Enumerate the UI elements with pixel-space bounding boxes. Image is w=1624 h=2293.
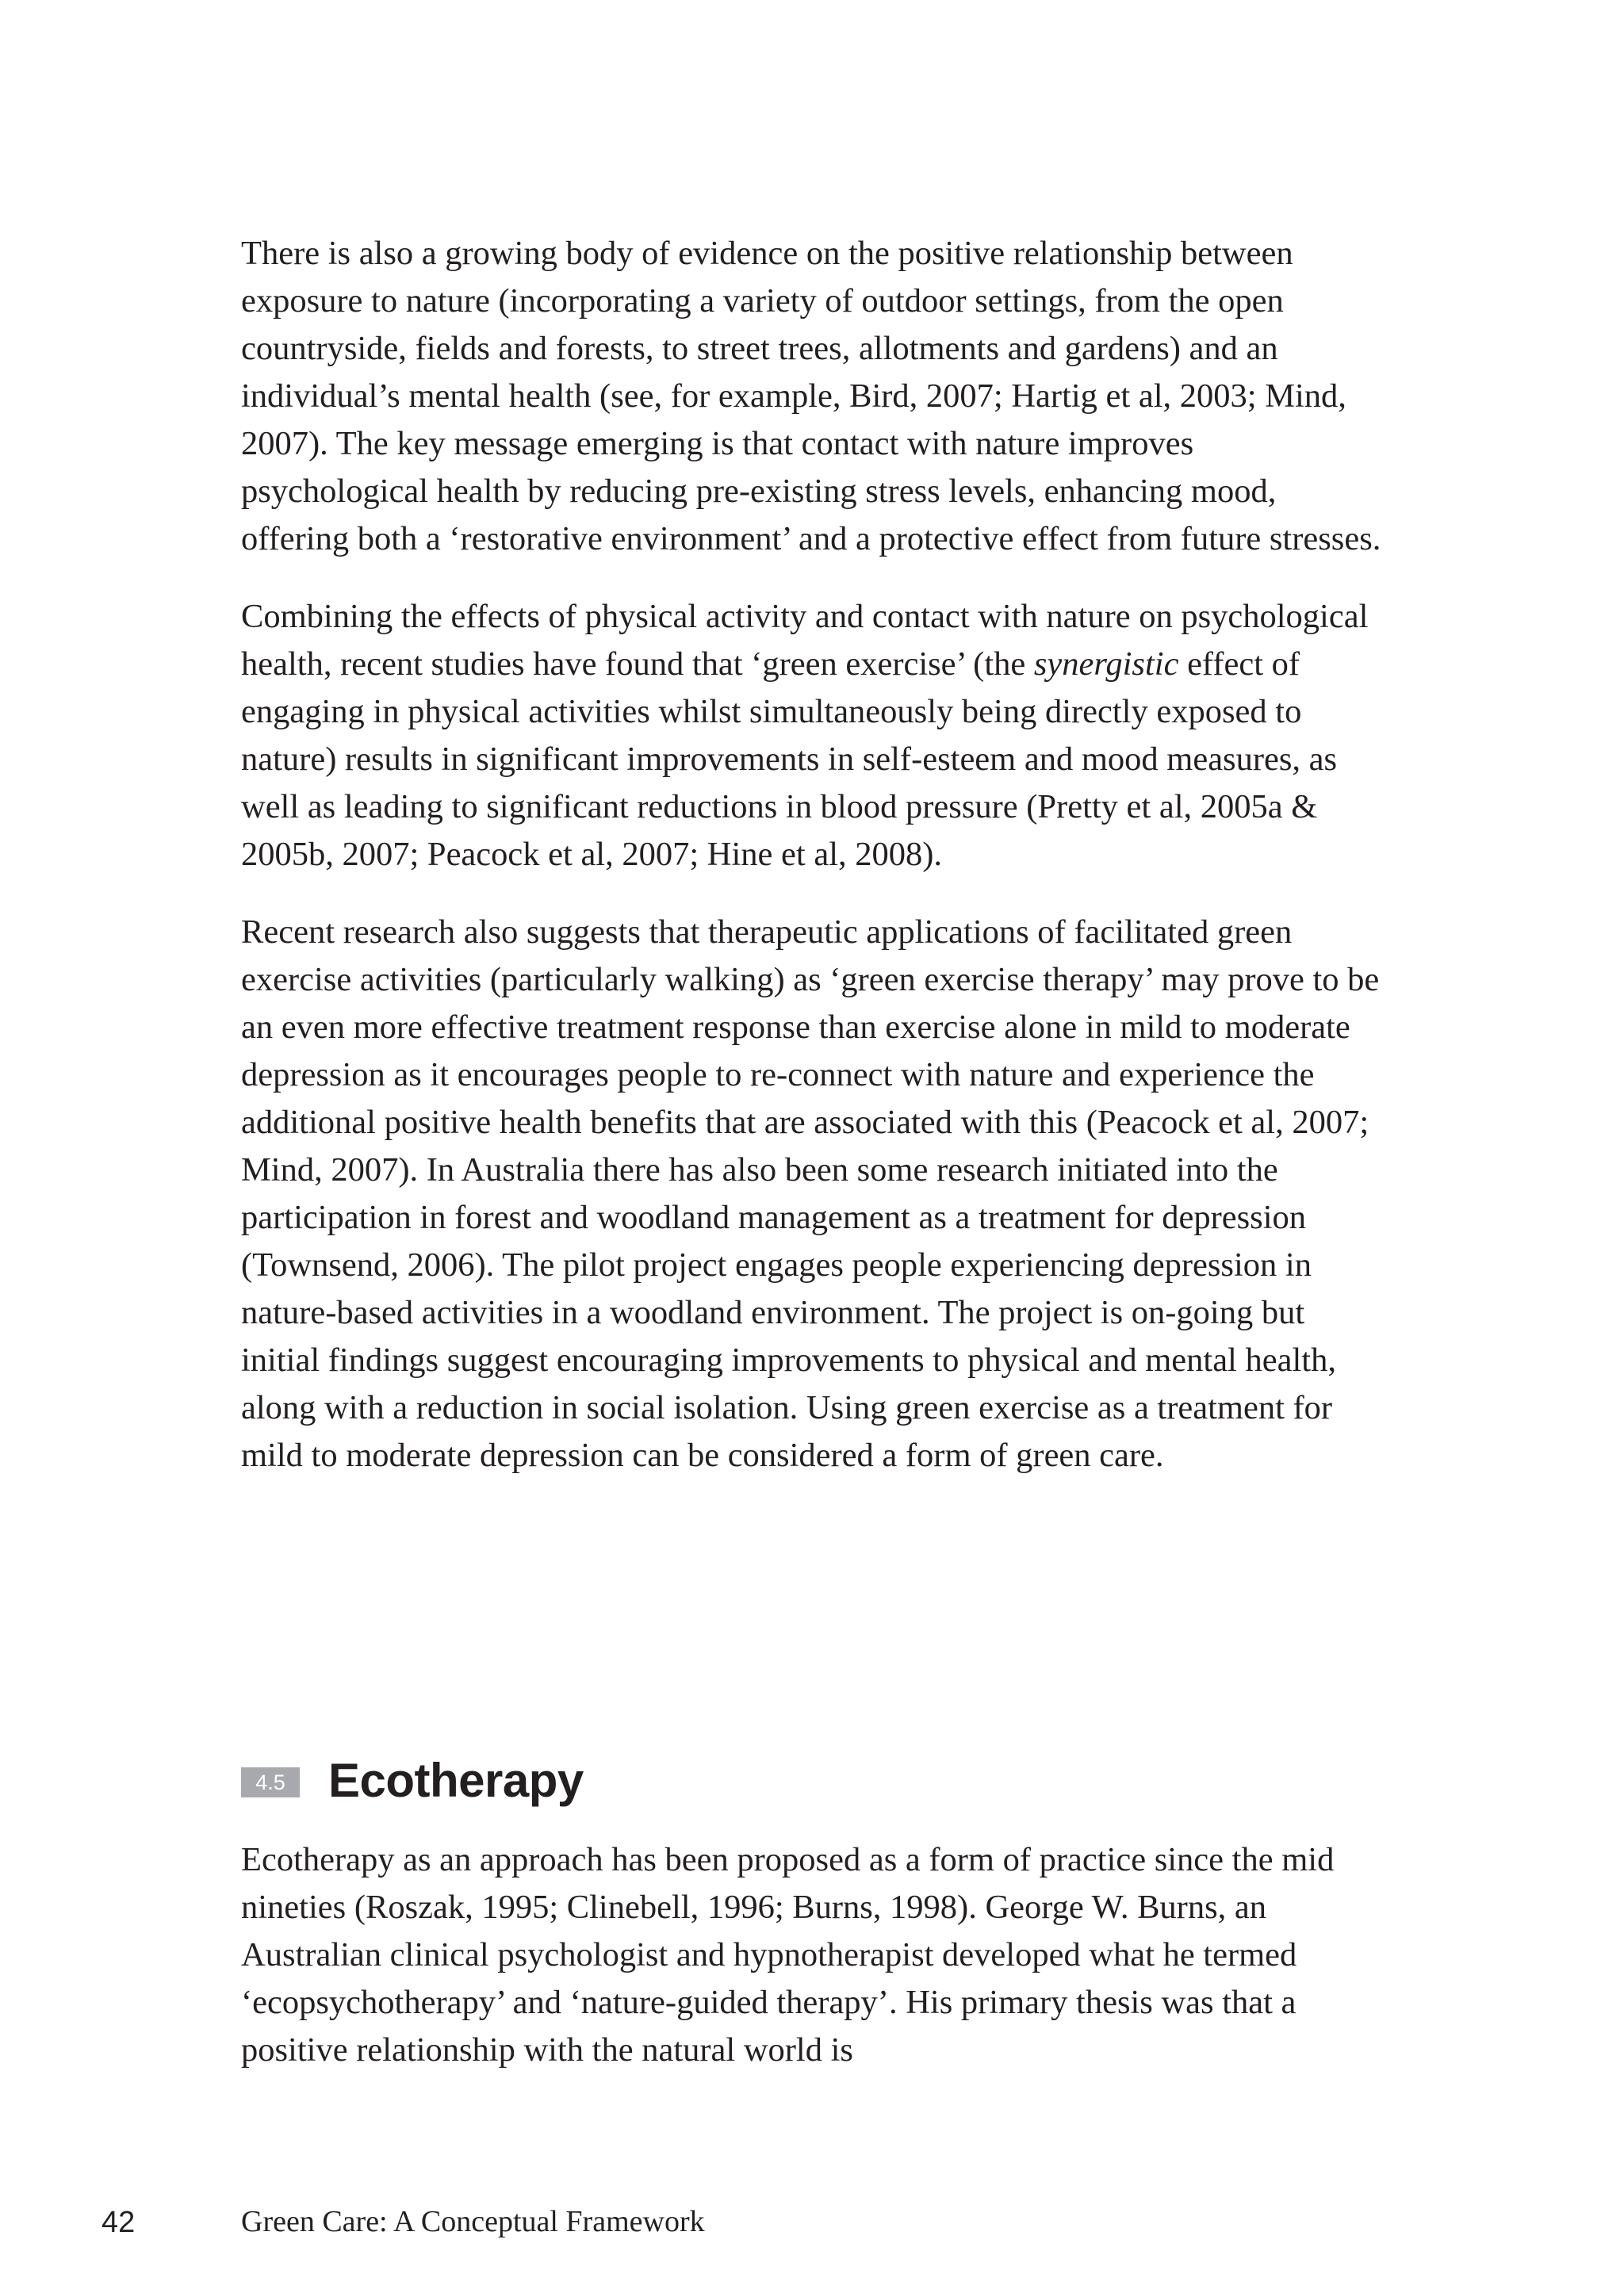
- page-number: 42: [102, 2206, 136, 2239]
- paragraph-2-emphasis: synergistic: [1033, 645, 1179, 683]
- section-body: [241, 1836, 1383, 2074]
- running-footer-title: Green Care: A Conceptual Framework: [241, 2205, 705, 2238]
- paragraph-1: There is also a growing body of evidence on the positive relationship between exposure to nature (incorporating a variety of outdoor settings, from the open countryside, fields and forests, to street trees, allotments and gardens) and an individual’s mental health (see, for example, Bird, 2007; Hartig et al, 2003; Mind, 2007). The key message emerging is that contact with nature improves psychological health by reducing pre-existing stress levels, enhancing mood, offering both a ‘restorative environment’ and a protective effect from future stresses.: [241, 235, 1381, 557]
- paragraph-2-end: effect of engaging in physical activities whilst simultaneously being directly exposed to nature) results in significant improvements in self-esteem and mood measures, as well as leading to significant reductions in blood pressure (Pretty et al, 2005a & 2005b, 2007; Peacock et al, 2007; Hine et al, 2008).: [241, 645, 1338, 873]
- section-heading: [241, 1744, 584, 1816]
- body-text: [241, 230, 1383, 1510]
- paragraph-3: Recent research also suggests that therapeutic applications of facilitated green exercise activities (particularly walking) as ‘green exercise therapy’ may prove to be an even more effective treatment response than exercise alone in mild to moderate depression as it encourages people to re-connect with nature and experience the additional positive health benefits that are associated with this (Peacock et al, 2007; Mind, 2007). In Australia there has also been some research initiated into the participation in forest and woodland management as a treatment for depression (Townsend, 2006). The pilot project engages people experiencing depression in nature-based activities in a woodland environment. The project is on-going but initial findings suggest encouraging improvements to physical and mental health, along with a reduction in social isolation. Using green exercise as a treatment for mild to moderate depression can be considered a form of green care.: [241, 913, 1380, 1474]
- paragraph-2: [241, 593, 1383, 879]
- paragraph-2-start: Combining the effects of physical activity and contact with nature on psychological health, recent studies have found that ‘green exercise’ (the: [241, 598, 1369, 683]
- section-title: Ecotherapy: [328, 1753, 584, 1807]
- section-number-badge: 4.5: [241, 1767, 300, 1797]
- section-paragraph: Ecotherapy as an approach has been proposed as a form of practice since the mid nineties (Roszak, 1995; Clinebell, 1996; Burns, 1998). George W. Burns, an Australian clinical psychologist and hypnotherapist developed what he termed ‘ecopsychotherapy’ and ‘nature-guided therapy’. His primary thesis was that a positive relationship with the natural world is: [241, 1841, 1335, 2069]
